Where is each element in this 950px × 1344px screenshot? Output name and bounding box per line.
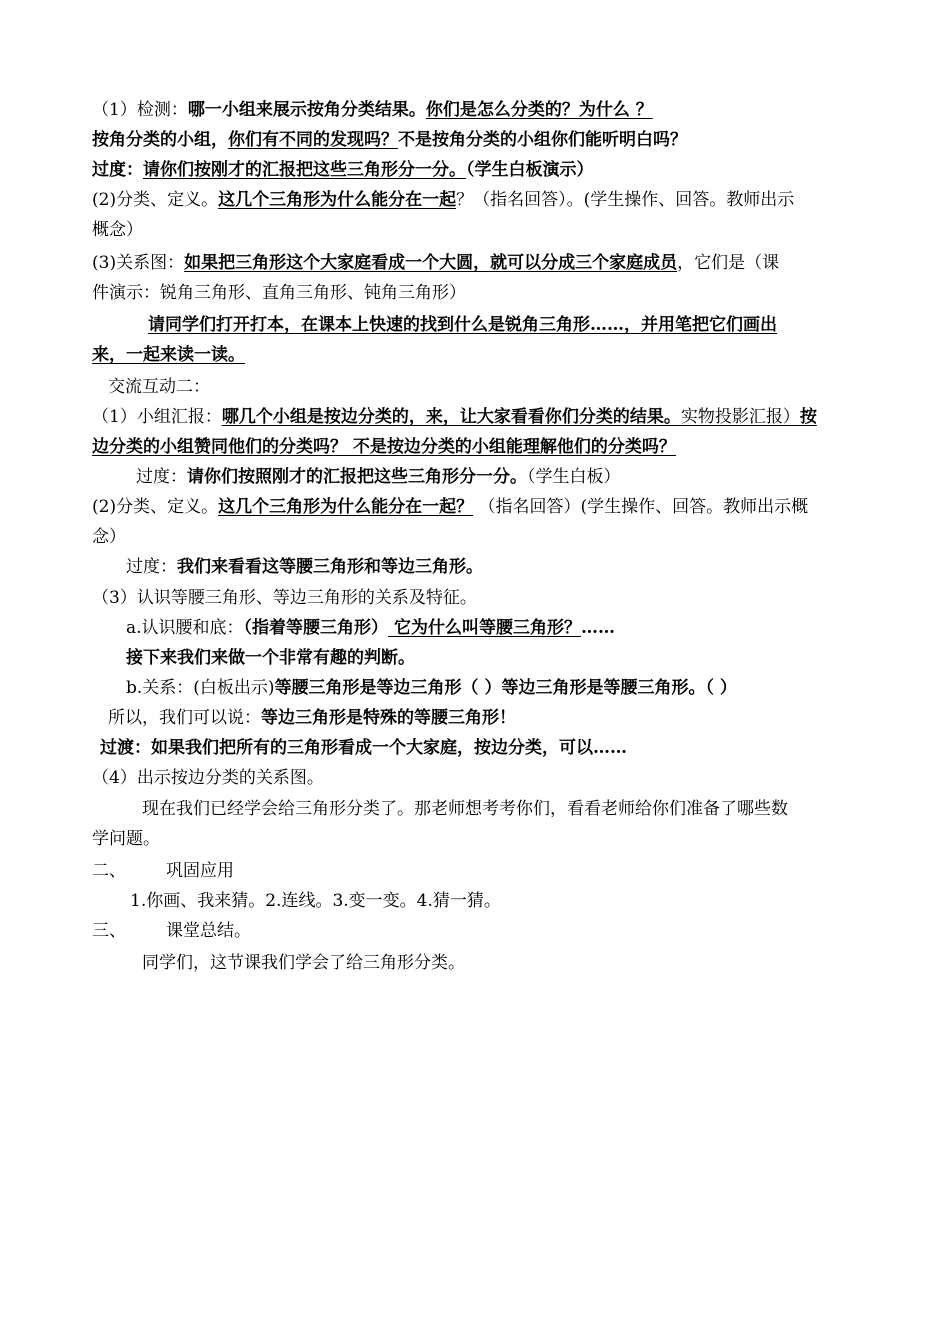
label-section: (2)分类、定义。 [92,190,219,210]
text-underlined: 请你们按刚才的汇报把这些三角形分一分。 [143,160,466,180]
line-23 [92,767,324,789]
line-17 [92,587,477,609]
text-underlined: 它为什么叫等腰三角形？ [388,618,581,638]
line-12 [92,436,676,458]
text-plain: （学生白板） [527,467,621,487]
line-5 [92,219,143,241]
line-6 [92,252,779,274]
section-heading: 交流互动二： [108,377,210,397]
text-plain: 1.你画、我来猜。2.连线。3.变一变。4.猜一猜。 [130,891,501,911]
section-title: 巩固应用 [166,861,234,881]
line-19 [126,647,415,669]
label-guodu: 过度： [136,467,187,487]
text-plain: 实物投影汇报） [680,407,800,427]
text-underlined: 这几个三角形为什么能分在一起？ [218,497,474,517]
text-bold: 等腰三角形是等边三角形（ ）等边三角形是等腰三角形。（ ） [274,678,737,698]
label-jiance: （1）检测： [92,100,188,120]
label-sub: a.认识腰和底： [126,618,244,638]
text-underlined: 你们有不同的发现吗？ [228,130,398,150]
text-bold: （指着等腰三角形） [243,618,389,638]
text-bold: 按角分类的小组， [92,130,228,150]
label-guodu: 过度： [126,557,177,577]
line-1 [92,99,653,121]
line-13 [136,466,621,488]
line-2 [92,129,687,151]
line-26 [92,860,234,882]
line-7 [92,282,466,304]
text-underlined: 按 [799,407,817,427]
line-14 [92,496,808,518]
text-bold: 等边三角形是特殊的等腰三角形！ [261,708,516,728]
line-16 [126,556,483,578]
section-number: 三、 [92,921,126,941]
label-section: （1）小组汇报： [92,407,222,427]
line-24 [142,798,788,820]
text-bold: 请你们按照刚才的汇报把这些三角形分一分。 [187,467,527,487]
line-4 [92,189,794,211]
line-25 [92,828,160,850]
line-15 [92,526,126,548]
text-plain: 件演示：锐角三角形、直角三角形、钝角三角形） [92,283,466,303]
line-22 [100,737,627,759]
section-number: 二、 [92,861,126,881]
line-11 [92,406,817,428]
text-plain: （指名回答）(学生操作、回答。教师出示概 [473,497,809,517]
text-plain: （3）认识等腰三角形、等边三角形的关系及特征。 [92,588,477,608]
text-underlined: 来，一起来读一读。 [92,345,245,365]
text-underlined: 请同学们打开打本，在课本上快速的找到什么是锐角三角形……，并用笔把它们画出 [148,315,777,335]
text-plain: 同学们，这节课我们学会了给三角形分类。 [142,953,465,973]
line-18 [126,617,615,639]
label-sub: b.关系：(白板出示) [126,678,275,698]
text-plain: （4）出示按边分类的关系图。 [92,768,324,788]
text-plain: 现在我们已经学会给三角形分类了。那老师想考考你们，看看老师给你们准备了哪些数 [142,799,788,819]
section-title: 课堂总结。 [166,921,251,941]
text-bold: 如果我们把所有的三角形看成一个大家庭，按边分类，可以…… [151,738,627,758]
text-underlined: 这几个三角形为什么能分在一起 [218,190,457,210]
text-bold: 哪一小组来展示按角分类结果。 [187,100,426,120]
label-guodu: 过度： [92,160,143,180]
text-plain: 所以，我们可以说： [108,708,261,728]
text-underlined: 如果把三角形这个大家庭看成一个大圆，就可以分成三个家庭成员 [184,253,678,273]
line-10 [108,376,210,398]
line-29 [142,952,465,974]
label-guodu: 过渡： [100,738,151,758]
text-bold: 接下来我们来做一个非常有趣的判断。 [126,648,415,668]
text-underlined: 哪几个小组是按边分类的，来，让大家看看你们分类的结果。 [221,407,681,427]
line-9 [92,344,245,366]
label-section: (2)分类、定义。 [92,497,219,517]
text-bold: …… [580,618,615,638]
text-bold: （学生白板演示） [466,160,594,180]
line-28 [92,920,251,942]
text-bold: 不是按角分类的小组你们能听明白吗？ [398,130,687,150]
text-underlined: 边分类的小组赞同他们的分类吗？ 不是按边分类的小组能理解他们的分类吗？ [92,437,676,457]
text-bold: 我们来看看这等腰三角形和等边三角形。 [177,557,483,577]
text-underlined: 你们是怎么分类的？为什么 ？ [425,100,653,120]
text-plain: ，它们是（课 [677,253,780,273]
line-20 [126,677,737,699]
line-8 [148,314,777,336]
label-section: (3)关系图： [92,253,185,273]
text-plain: 概念） [92,220,143,240]
text-plain: 学问题。 [92,829,160,849]
text-plain: 念） [92,527,126,547]
line-27 [130,890,501,912]
line-21 [108,707,516,729]
text-plain: ？（指名回答）。(学生操作、回答。教师出示 [456,190,795,210]
line-3 [92,159,594,181]
